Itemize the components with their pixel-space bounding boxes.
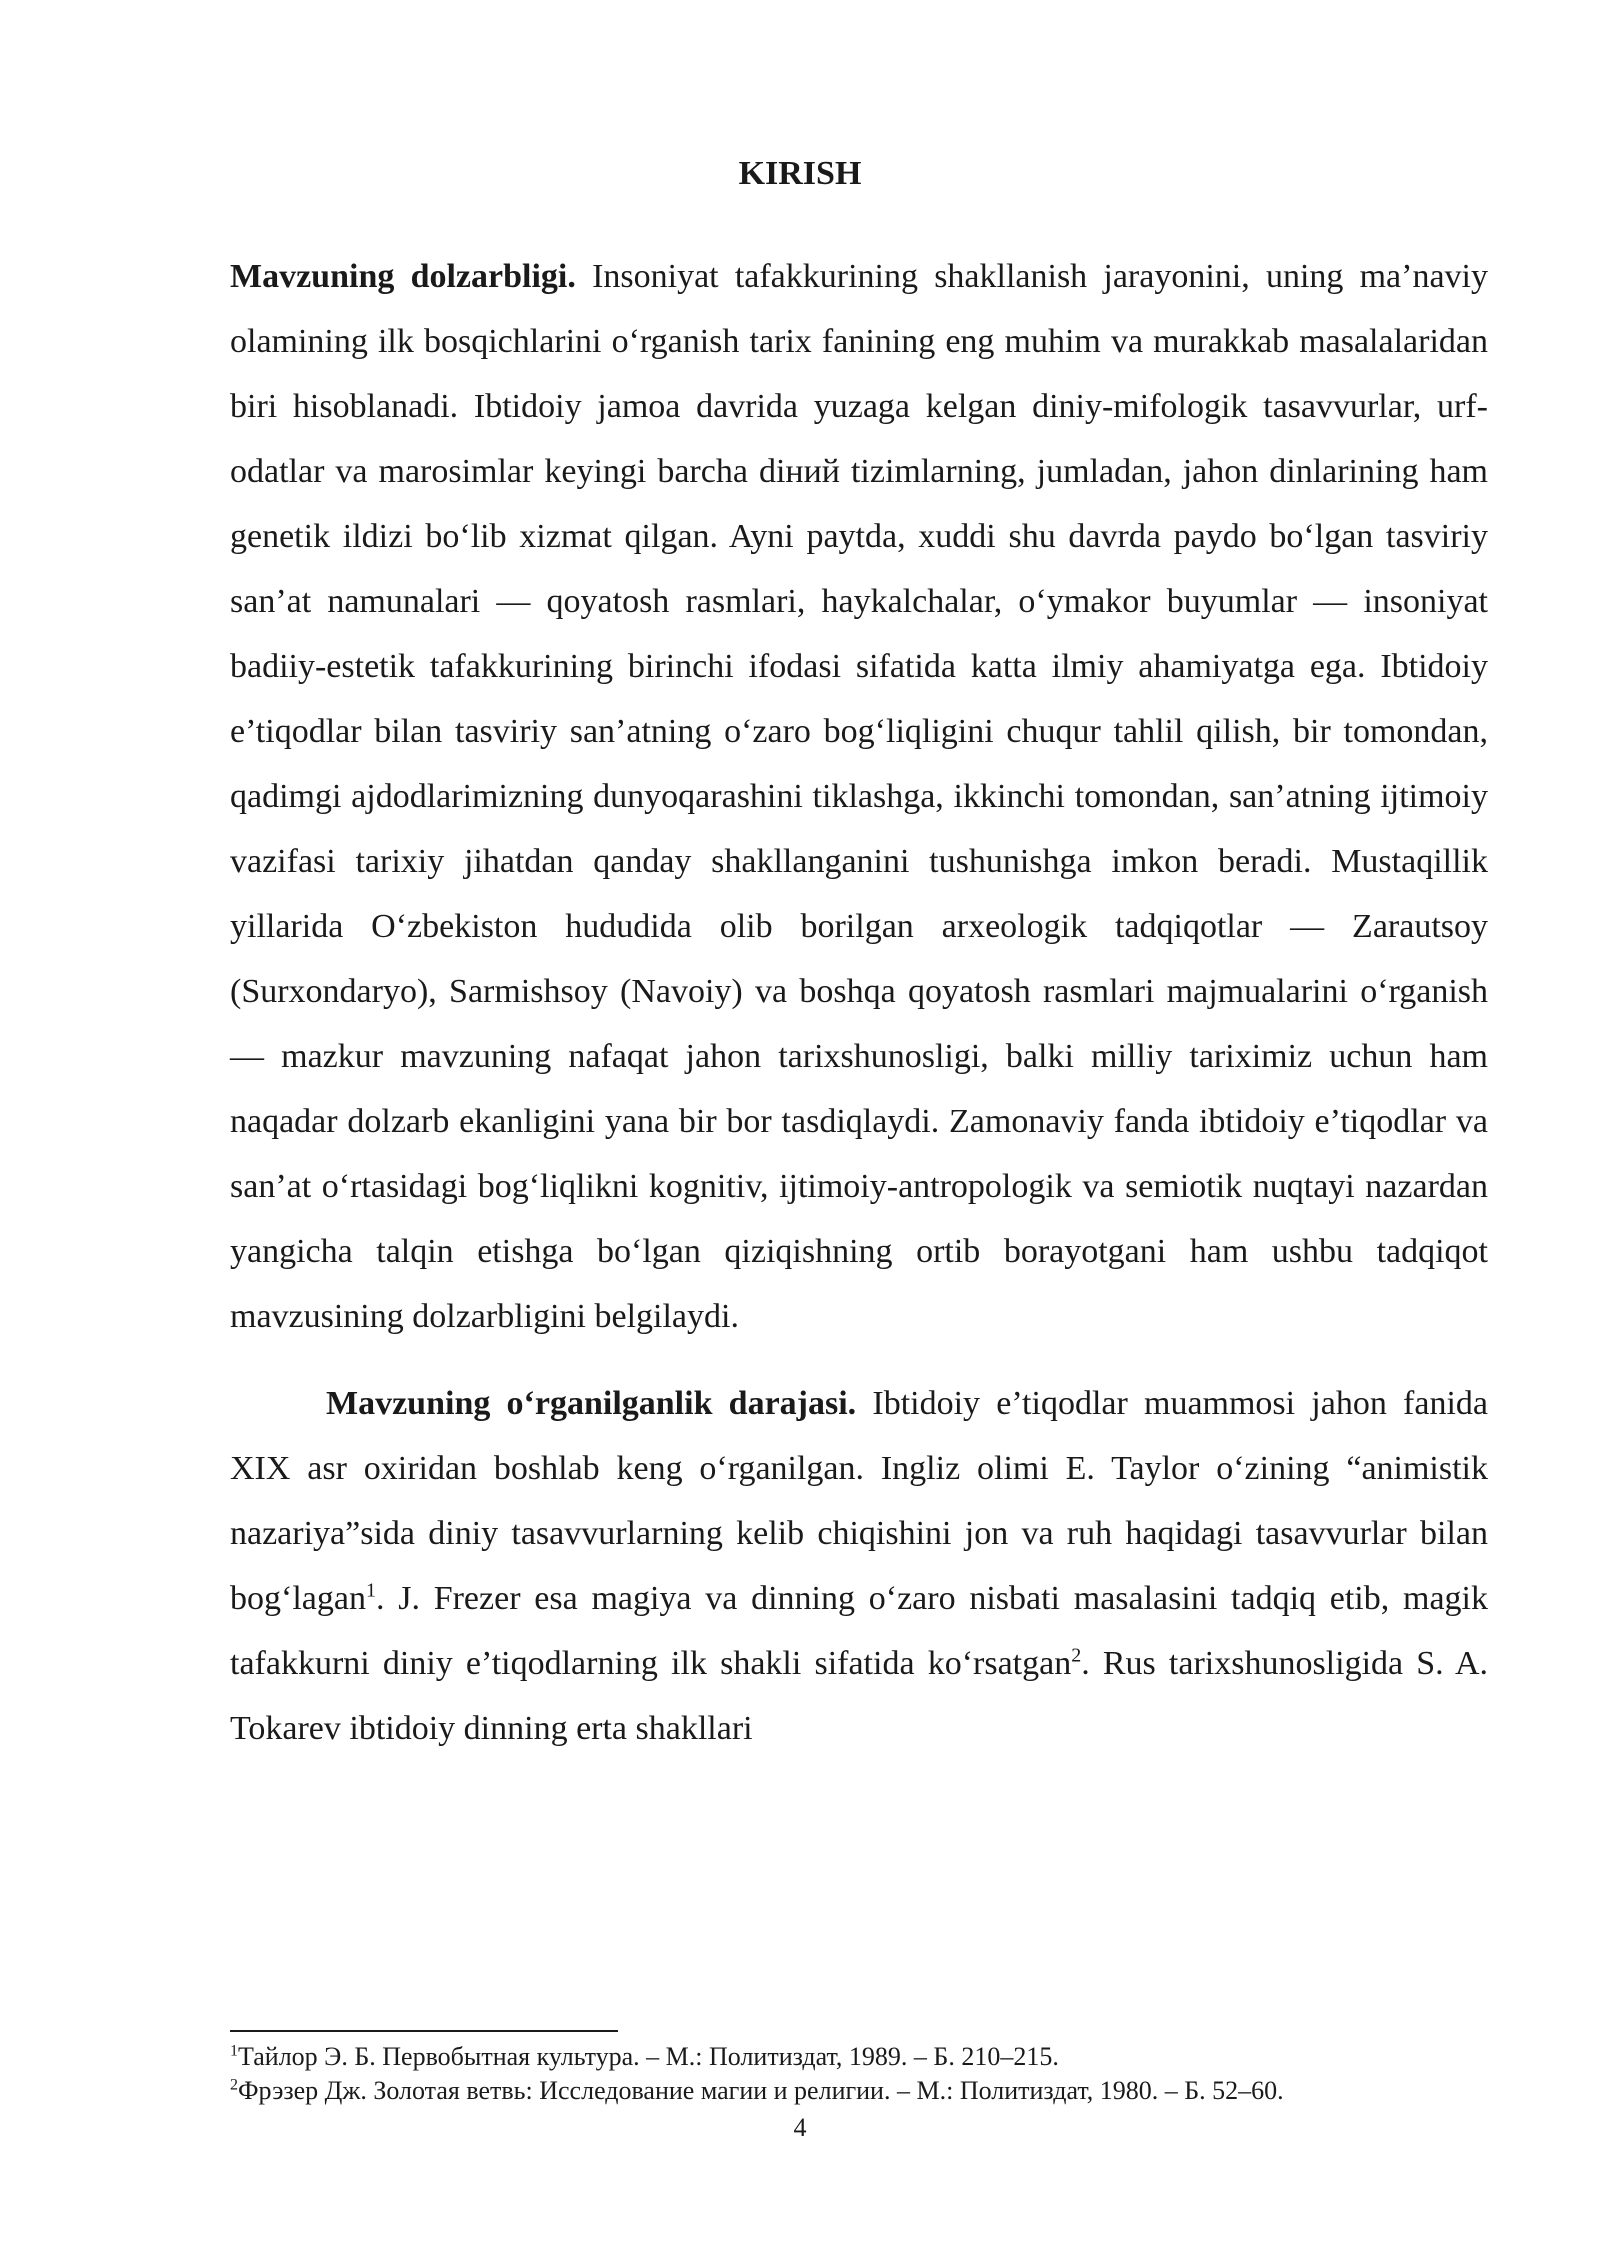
- study-degree-text-b: . J. Frezer esa magiya va dinning o‘zaro nisbati masalasini tadqiq etib, magik tafakkurni diniy e’tiqodlarning ilk shakli sifatida ko‘rsatgan: [230, 1580, 1488, 1682]
- page-title: KIRISH: [738, 155, 862, 192]
- footnote-mark-2: 2: [230, 2076, 238, 2094]
- study-degree-text-a: Ibtidoiy e’tiqodlar muammosi jahon fanida XIX asr oxiridan boshlab keng o‘rganilgan. Ingliz olimi E. Taylor o‘zining “animistik nazariya”sida diniy tasavvurlarning kelib chiqishini jon va ruh haqidagi tasavvurlar bilan bog‘lagan: [230, 1385, 1488, 1617]
- heading-study-degree: Mavzuning o‘rganilganlik darajasi.: [326, 1385, 857, 1422]
- heading-relevance: Mavzuning dolzarbligi.: [230, 258, 576, 295]
- relevance-text: Insoniyat tafakkurining shakllanish jarayonini, uning ma’naviy olamining ilk bosqichlarini o‘rganish tarix fanining eng muhim va murakkab masalalaridan biri hisoblanadi. Ibtidoiy jamoa davrida yuzaga kelgan diniy-mifologik tasavvurlar, urf-odatlar va marosimlar keyingi barcha diний tizimlarning, jumladan, jahon dinlarining ham genetik ildizi bo‘lib xizmat qilgan. Ayni paytda, xuddi shu davrda paydo bo‘lgan tasviriy san’at namunalari — qoyatosh rasmlari, haykalchalar, o‘ymakor buyumlar — insoniyat badiiy-estetik tafakkurining birinchi ifodasi sifatida katta ilmiy ahamiyatga ega. Ibtidoiy e’tiqodlar bilan tasviriy san’atning o‘zaro bog‘liqligini chuqur tahlil qilish, bir tomondan, qadimgi ajdodlarimizning dunyoqarashini tiklashga, ikkinchi tomondan, san’atning ijtimoiy vazifasi tarixiy jihatdan qanday shakllanganini tushunishga imkon beradi. Mustaqillik yillarida O‘zbekiston hududida olib borilgan arxeologik tadqiqotlar — Zarautsoy (Surxondaryo), Sarmishsoy (Navoiy) va boshqa qoyatosh rasmlari majmualarini o‘rganish — mazkur mavzuning nafaqat jahon tarixshunosligi, balki milliy tariximiz uchun ham naqadar dolzarb ekanligini yana bir bor tasdiqlaydi. Zamonaviy fanda ibtidoiy e’tiqodlar va san’at o‘rtasidagi bog‘liqlikni kognitiv, ijtimoiy-antropologik va semiotik nuqtayi nazardan yangicha talqin etishga bo‘lgan qiziqishning ortib borayotgani ham ushbu tadqiqot mavzusining dolzarbligini belgilaydi.: [230, 258, 1489, 1335]
- body-text: [230, 244, 1488, 1761]
- study-degree-text-c: . Rus tarixshunosligida S. A. Tokarev ibtidoiy dinning erta shakllari: [230, 1645, 1488, 1747]
- footnote-2: [230, 2074, 1488, 2108]
- footnote-text-1: Тайлор Э. Б. Первобытная культура. – М.: Политиздат, 1989. – Б. 210–215.: [238, 2042, 1059, 2071]
- footnote-mark-1: 1: [230, 2042, 238, 2060]
- footnote-ref-2[interactable]: 2: [1071, 1644, 1082, 1667]
- page-number: 4: [793, 2113, 807, 2142]
- footnote-text-2: Фрэзер Дж. Золотая ветвь: Исследование магии и религии. – М.: Политиздат, 1980. – Б. 52–60.: [238, 2076, 1284, 2105]
- footnote-separator: [230, 2030, 618, 2032]
- paragraph-study-degree: [230, 1371, 1488, 1761]
- footnote-ref-1[interactable]: 1: [365, 1579, 376, 1602]
- footnotes: [230, 2040, 1488, 2108]
- paragraph-relevance: [230, 244, 1488, 1349]
- footnote-1: [230, 2040, 1488, 2074]
